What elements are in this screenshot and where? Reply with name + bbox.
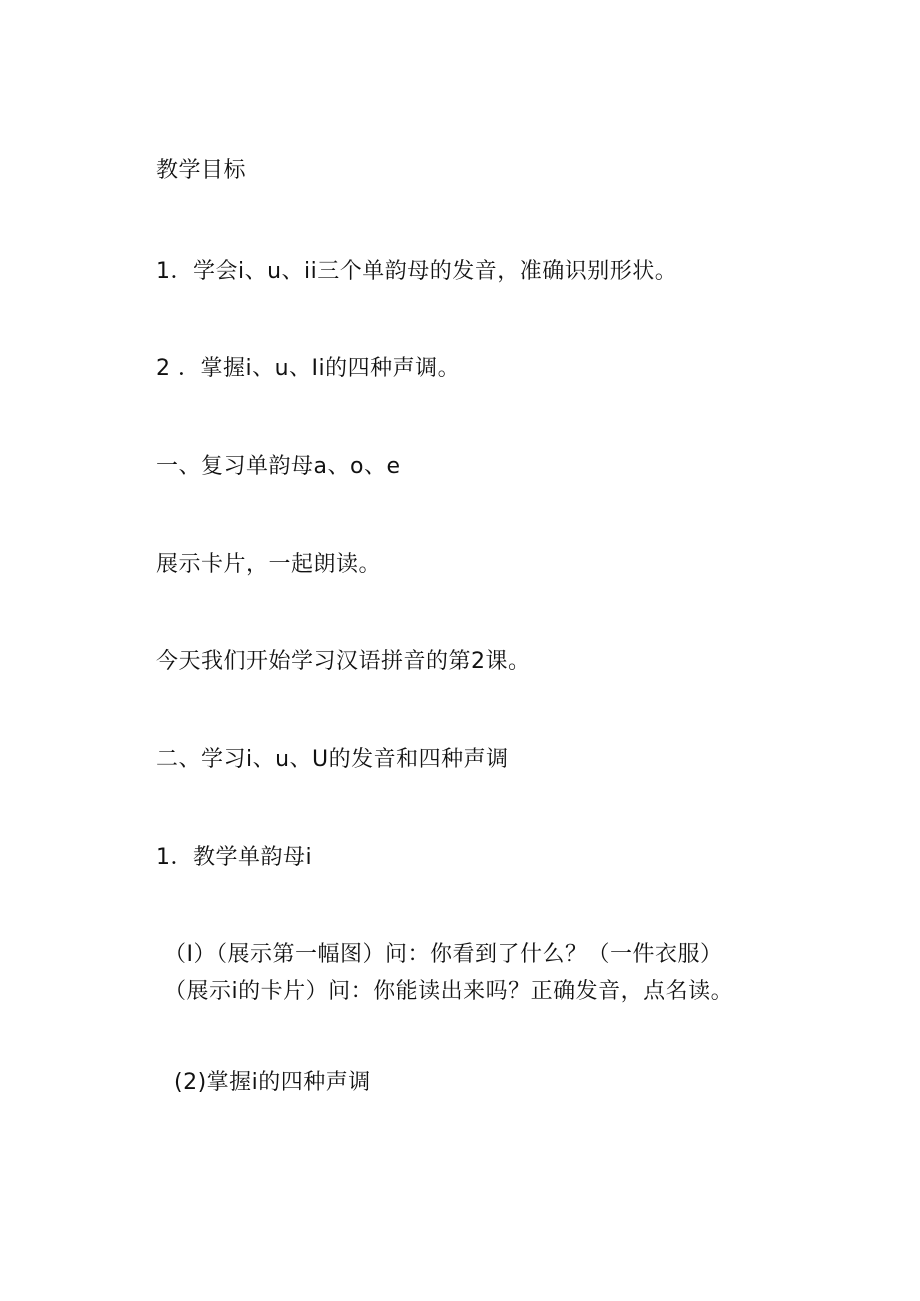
paragraph-show-cards: 展示卡片，一起朗读。 — [156, 552, 382, 577]
document-heading: 教学目标 — [156, 158, 247, 183]
paragraph-step1-line1: （I）（展示第一幅图）问：你看到了什么？（一件衣服） — [164, 942, 723, 967]
goal-item-1: 1．学会i、u、ii三个单韵母的发音，准确识别形状。 — [156, 259, 678, 284]
section-heading-review: 一、复习单韵母a、o、e — [156, 454, 401, 479]
paragraph-step1-line2: （展示i的卡片）问：你能读出来吗？正确发音，点名读。 — [164, 979, 734, 1004]
paragraph-today: 今天我们开始学习汉语拼音的第2课。 — [156, 649, 531, 674]
section-heading-learn: 二、学习i、u、U的发音和四种声调 — [156, 747, 509, 772]
paragraph-step2: (2)掌握i的四种声调 — [174, 1070, 371, 1095]
goal-item-2: 2 ．掌握i、u、Ii的四种声调。 — [156, 356, 461, 381]
subsection-teach-i: 1．教学单韵母i — [156, 845, 313, 870]
